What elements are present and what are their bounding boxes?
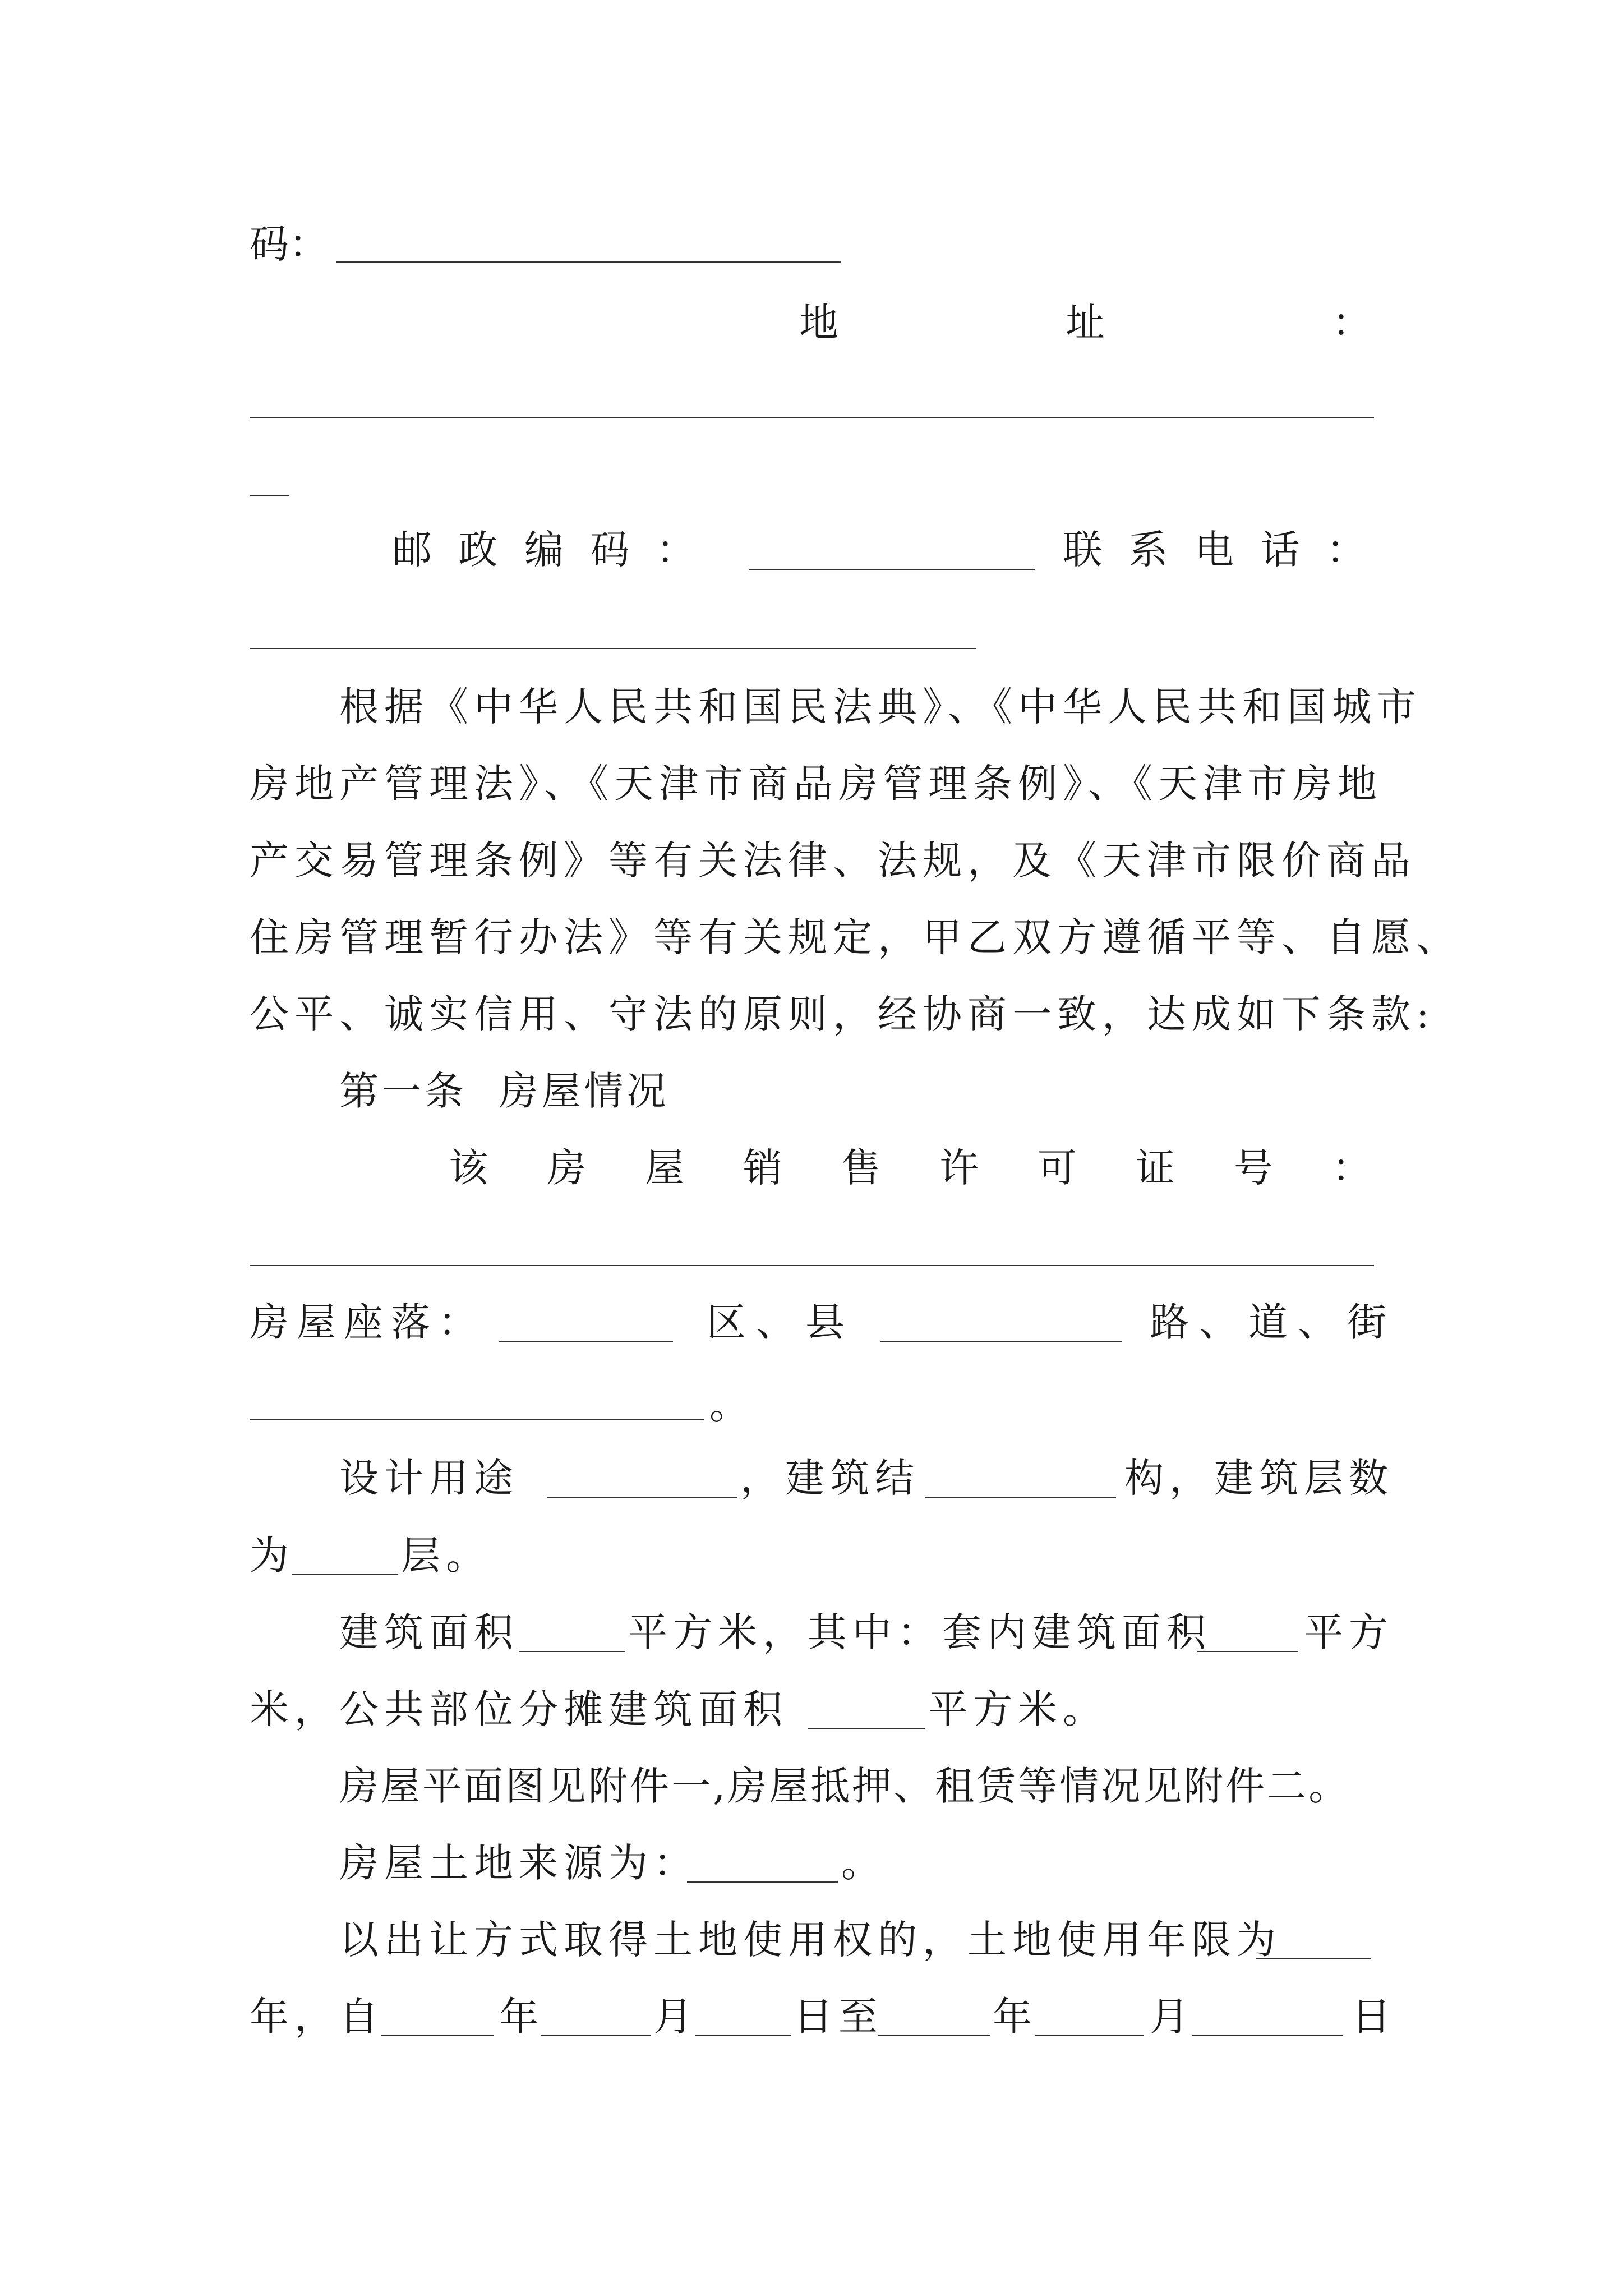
start-year-label: 年 xyxy=(499,1994,538,2040)
end-month-blank xyxy=(1035,2035,1144,2036)
license-char: 销 xyxy=(743,1145,782,1191)
license-char: 号 xyxy=(1234,1145,1273,1191)
attachment-text: 房屋平面图见附件一,房屋抵押、租赁等情况见附件二。 xyxy=(339,1763,1350,1809)
end-year-blank xyxy=(878,2035,990,2036)
start-year-blank xyxy=(381,2035,494,2036)
license-char: 可 xyxy=(1038,1145,1077,1191)
location-blank-2 xyxy=(880,1341,1122,1342)
code-blank xyxy=(336,261,841,263)
land-source-label: 房屋土地来源为： xyxy=(339,1840,698,1886)
structure-suffix: 构，建筑层数 xyxy=(1124,1455,1394,1501)
start-month-blank xyxy=(541,2035,651,2036)
address-blank-tail xyxy=(250,495,289,496)
postal-code-blank xyxy=(749,569,1035,570)
area-mid: 平方米，其中：套内建筑面积 xyxy=(628,1609,1211,1655)
structure-label: ，建筑结 xyxy=(740,1455,920,1501)
address-char: ： xyxy=(1332,300,1371,346)
license-blank xyxy=(250,1265,1374,1266)
year-prefix: 年，自 xyxy=(250,1994,384,2040)
article1-title: 第一条 房屋情况 xyxy=(339,1068,670,1114)
phone-blank xyxy=(250,648,976,649)
area-blank-2 xyxy=(1197,1651,1298,1652)
design-use-label: 设计用途 xyxy=(339,1455,519,1501)
floors-blank xyxy=(292,1574,398,1575)
address-label xyxy=(799,300,1371,346)
location-blank-1 xyxy=(499,1341,673,1342)
end-year-label: 年 xyxy=(993,1994,1032,2040)
end-day-blank xyxy=(1192,2035,1343,2036)
license-char: 证 xyxy=(1136,1145,1175,1191)
license-char: 该 xyxy=(449,1145,488,1191)
area-blank-1 xyxy=(519,1651,625,1652)
location-blank-3 xyxy=(250,1419,704,1420)
land-use-text: 以出让方式取得土地使用权的，土地使用年限为 xyxy=(339,1917,1281,1963)
postal-char: 邮 xyxy=(393,527,432,573)
floors-suffix: 层。 xyxy=(401,1533,491,1579)
para1-line4: 住房管理暂行办法》等有关规定，甲乙双方遵循平等、自愿、 xyxy=(250,914,1461,960)
start-day-blank xyxy=(695,2035,791,2036)
para1-line5: 公平、诚实信用、守法的原则，经协商一致，达成如下条款: xyxy=(250,991,1435,1037)
license-label xyxy=(449,1145,1371,1191)
end-day-label: 日 xyxy=(1352,1994,1391,2040)
address-blank xyxy=(250,417,1374,418)
structure-blank xyxy=(925,1497,1116,1498)
land-source-blank xyxy=(687,1881,838,1883)
phone-char: 联 xyxy=(1063,527,1102,573)
road-label: 路、道、街 xyxy=(1150,1299,1396,1345)
postal-label xyxy=(393,527,695,573)
license-char: ： xyxy=(1332,1145,1371,1191)
para1-line2: 房地产管理法》、《天津市商品房管理条例》、《天津市房地 xyxy=(250,761,1382,807)
postal-char: 编 xyxy=(524,527,564,573)
area-unit: 平方 xyxy=(1304,1609,1394,1655)
phone-char: ： xyxy=(1326,527,1366,573)
license-char: 房 xyxy=(547,1145,586,1191)
license-char: 屋 xyxy=(645,1145,684,1191)
design-use-blank xyxy=(547,1497,737,1498)
para1-line3: 产交易管理条例》等有关法律、法规，及《天津市限价商品 xyxy=(250,838,1416,884)
area-line2-prefix: 米，公共部位分摊建筑面积 xyxy=(250,1686,788,1732)
location-label: 房屋座落： xyxy=(250,1299,485,1345)
phone-char: 话 xyxy=(1260,527,1300,573)
phone-char: 系 xyxy=(1128,527,1168,573)
start-month-label: 月 xyxy=(653,1994,693,2040)
address-char: 址 xyxy=(1066,300,1105,346)
address-char: 地 xyxy=(799,300,838,346)
phone-label xyxy=(1063,527,1366,573)
license-char: 许 xyxy=(939,1145,979,1191)
para1-line1: 根据《中华人民共和国民法典》、《中华人民共和国城市 xyxy=(339,684,1422,730)
code-label: 码： xyxy=(250,221,328,267)
land-use-years-blank xyxy=(1256,1958,1371,1959)
land-source-period: 。 xyxy=(841,1840,880,1886)
postal-char: 政 xyxy=(458,527,498,573)
phone-char: 电 xyxy=(1195,527,1234,573)
day-to-label: 日至 xyxy=(794,1994,883,2040)
license-char: 售 xyxy=(841,1145,880,1191)
postal-char: ： xyxy=(656,527,695,573)
postal-char: 码 xyxy=(590,527,630,573)
area-label: 建筑面积 xyxy=(339,1609,519,1655)
end-month-label: 月 xyxy=(1150,1994,1189,2040)
location-period: 。 xyxy=(709,1382,749,1428)
area-blank-3 xyxy=(808,1728,925,1729)
area-line2-suffix: 平方米。 xyxy=(928,1686,1108,1732)
district-label: 区、县 xyxy=(707,1299,855,1345)
floors-prefix: 为 xyxy=(250,1533,289,1579)
